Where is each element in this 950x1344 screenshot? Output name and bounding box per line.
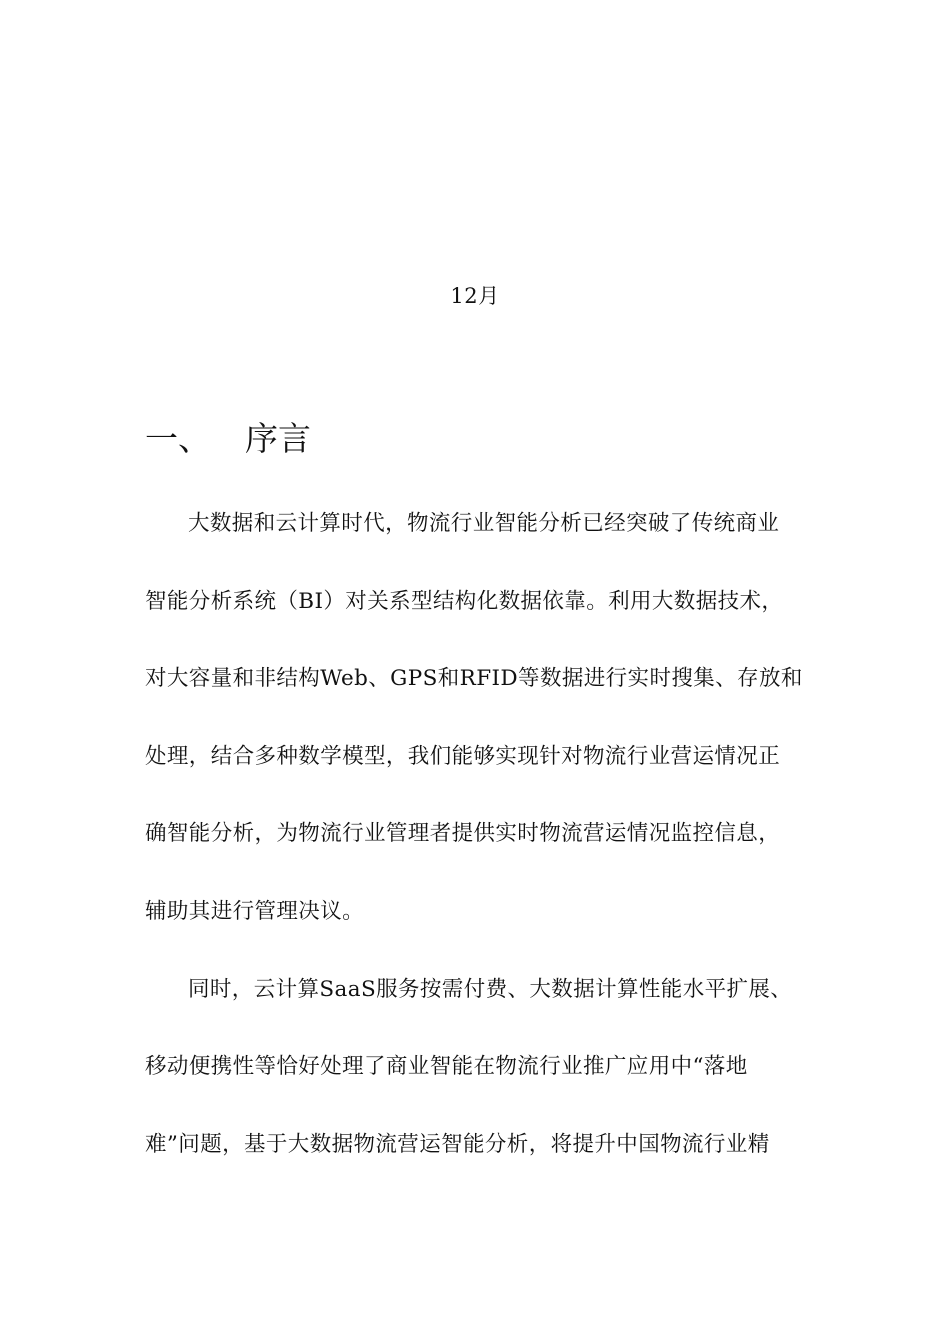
section-heading bbox=[145, 417, 311, 461]
paragraph-line: 智能分析系统（BI）对关系型结构化数据依靠。利用大数据技术， bbox=[145, 588, 784, 614]
paragraph-line: 辅助其进行管理决议。 bbox=[145, 898, 365, 924]
section-number: 一、 bbox=[145, 419, 211, 458]
paragraph-line: 同时，云计算SaaS服务按需付费、大数据计算性能水平扩展、 bbox=[188, 976, 793, 1002]
paragraph-line: 处理，结合多种数学模型，我们能够实现针对物流行业营运情况正 bbox=[145, 743, 781, 769]
section-title: 序言 bbox=[245, 419, 311, 458]
document-date: 12月 bbox=[450, 284, 500, 308]
paragraph-line: 大数据和云计算时代，物流行业智能分析已经突破了传统商业 bbox=[188, 511, 780, 536]
body-text bbox=[145, 502, 810, 1200]
paragraph-line: 确智能分析，为物流行业管理者提供实时物流营运情况监控信息， bbox=[145, 821, 781, 847]
paragraph-line: 难”问题，基于大数据物流营运智能分析，将提升中国物流行业精 bbox=[145, 1131, 770, 1157]
paragraph-line: 移动便携性等恰好处理了商业智能在物流行业推广应用中“落地 bbox=[145, 1054, 748, 1080]
paragraph-line: 对大容量和非结构Web、GPS和RFID等数据进行实时搜集、存放和 bbox=[145, 666, 803, 692]
